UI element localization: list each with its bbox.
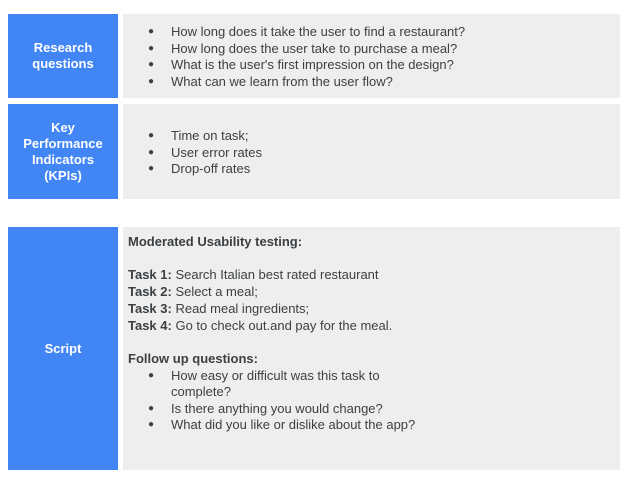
task-text: Go to check out.and pay for the meal. (171, 317, 393, 333)
task-text: Search Italian best rated restaurant (171, 267, 379, 283)
list-item: ● Is there anything you would change? (123, 401, 620, 418)
task-line (128, 267, 620, 284)
task-label: Task 1: (128, 267, 172, 283)
research-questions-list (123, 24, 620, 90)
research-questions-label-cell (8, 14, 118, 98)
list-item: ● How long does it take the user to find a restaurant? (123, 24, 620, 41)
task-label: Task 2: (128, 284, 172, 300)
task-text: Select a meal; (171, 284, 258, 300)
task-line (128, 301, 620, 318)
list-item: ● What did you like or dislike about the app? (123, 417, 620, 434)
kpis-list (123, 128, 620, 178)
list-item: ● User error rates (123, 145, 620, 162)
followup-heading: Follow up questions: (128, 350, 258, 366)
kpis-label-cell (8, 104, 118, 199)
list-item: ● Drop-off rates (123, 161, 620, 178)
kpis-content (123, 104, 620, 199)
research-questions-content (123, 14, 620, 98)
task-line (128, 318, 620, 335)
script-heading: Moderated Usability testing: (128, 234, 303, 249)
list-item: ● How long does the user take to purchase a meal? (123, 41, 620, 58)
script-label-cell (8, 227, 118, 470)
kpis-label: Key Performance Indicators (KPIs) (23, 119, 103, 183)
list-item: ● What is the user's first impression on the design? (123, 57, 620, 74)
research-questions-label: Research questions (32, 40, 94, 71)
list-item: ● How easy or difficult was this task to complete? (123, 368, 396, 401)
list-item: ● Time on task; (123, 128, 620, 145)
script-label: Script (44, 340, 82, 356)
task-text: Read meal ingredients; (171, 300, 310, 316)
task-label: Task 3: (128, 300, 172, 316)
task-line (128, 284, 620, 301)
script-content (123, 227, 620, 470)
list-item: ● What can we learn from the user flow? (123, 74, 620, 91)
task-label: Task 4: (128, 317, 172, 333)
followup-list (123, 368, 620, 434)
